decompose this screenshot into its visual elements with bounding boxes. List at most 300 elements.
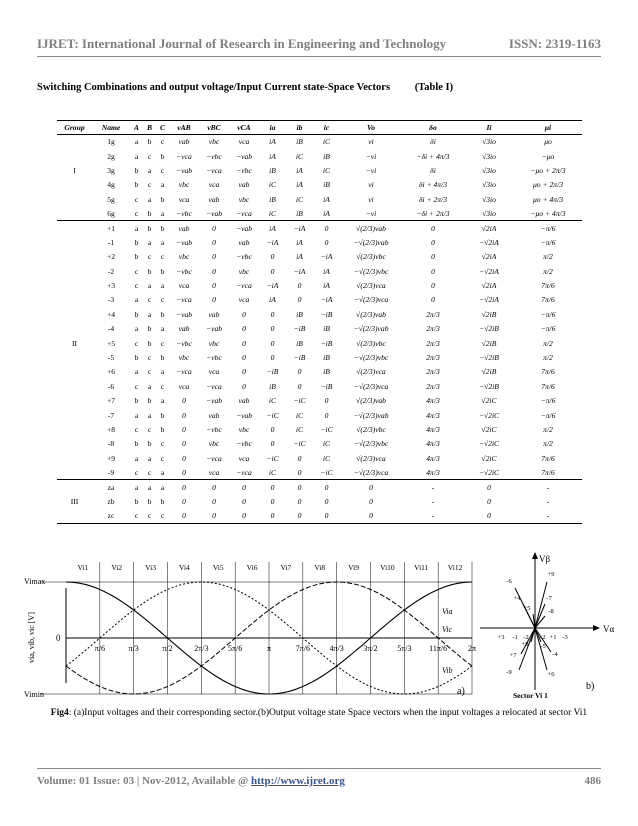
table-cell: 0 (464, 480, 514, 494)
table-cell: a (160, 180, 165, 190)
state-vector-label: +2 (538, 634, 546, 641)
table-cell: a (147, 194, 152, 204)
table-cell: δi + 2π/3 (418, 194, 448, 204)
table-cell: iC (268, 467, 277, 477)
state-vector-label: -9 (506, 669, 512, 676)
table-cell: a (160, 367, 165, 377)
table-cell: −vca (236, 208, 252, 218)
table-cell: −iA (320, 252, 333, 262)
table-cell: 0 (242, 367, 246, 377)
table-cell: b (134, 309, 139, 319)
table-cell: −vbc (176, 338, 192, 348)
table-cell: vab (178, 324, 190, 334)
table-cell: √(2/3)vca (356, 367, 386, 377)
table-cell: iB (296, 208, 303, 218)
table-cell: −iB (266, 367, 279, 377)
table-cell: 2π/3 (426, 309, 440, 319)
table-header-cell: vBC (199, 121, 229, 135)
table-cell: iC (295, 194, 304, 204)
table-cell: b (134, 439, 139, 449)
table-cell: −iC (266, 410, 279, 420)
table-cell (57, 178, 92, 192)
table-cell: 7π/6 (541, 367, 555, 377)
table-cell: 3g (107, 165, 115, 175)
table-cell: -7 (107, 410, 115, 420)
table-cell: iC (322, 165, 331, 175)
x-tick-label: π/2 (162, 644, 173, 653)
table-header-cell: vAB (169, 121, 199, 135)
table-cell: √2iC (481, 396, 497, 406)
table-row (57, 149, 582, 163)
table-cell: −√(2/3)vab (353, 410, 389, 420)
table-row (57, 221, 582, 235)
table-header-cell: Vo (340, 121, 402, 135)
vic-label: Vic (442, 625, 453, 634)
table-cell (57, 408, 92, 422)
table-cell: iB (296, 309, 303, 319)
journal-header: IJRET: International Journal of Research in Engineering and Technology (37, 36, 447, 51)
table-cell: c (134, 194, 139, 204)
table-cell: +7 (106, 396, 116, 406)
table-cell: -8 (107, 439, 115, 449)
x-tick-label: 7π/6 (295, 644, 310, 653)
table-cell: I (73, 165, 76, 175)
figure-caption (30, 707, 608, 719)
table-cell (57, 322, 92, 336)
sector-labels (78, 563, 463, 572)
table-row (57, 206, 582, 220)
table-cell: vab (238, 237, 250, 247)
table-cell (57, 365, 92, 379)
table-cell: b (160, 151, 165, 161)
table-cell: −vab (205, 208, 223, 218)
x-tick-label: 2π/3 (194, 644, 209, 653)
table-cell: 4g (107, 180, 115, 190)
figure-4 (20, 548, 620, 700)
table-cell: −√(2/3)vab (353, 237, 389, 247)
table-cell: c (156, 509, 169, 523)
table-cell: za (92, 480, 130, 494)
table-cell: 0 (286, 480, 313, 494)
table-cell: vbc (178, 353, 190, 363)
table-cell: -2 (107, 266, 115, 276)
plot-a-y-label: via, vib, vic [V] (27, 612, 36, 663)
table-cell: √3io (482, 180, 496, 190)
state-vector-label: -8 (548, 608, 554, 615)
table-cell: 0 (297, 496, 302, 506)
table-cell: iB (296, 338, 303, 348)
table-cell: 7π/6 (541, 453, 555, 463)
table-cell (57, 293, 92, 307)
table-cell: 0 (212, 266, 216, 276)
issn-header: ISSN: 2319-1163 (508, 36, 601, 51)
table-cell: vab (238, 396, 250, 406)
table-cell: 2π/3 (426, 338, 440, 348)
table-header-cell: B (143, 121, 156, 135)
table-cell: 2π/3 (426, 324, 440, 334)
table-cell: b (147, 338, 152, 348)
section-title-text: Switching Combinations and output voltage/Input Current state-Space Vectors (37, 82, 391, 93)
table-cell: −vab (205, 396, 223, 406)
table-cell: π/2 (543, 353, 553, 363)
table-cell: b (134, 252, 139, 262)
table-cell: −vab (235, 151, 253, 161)
state-vector-label: +5 (523, 605, 531, 612)
table-cell: 0 (212, 237, 216, 247)
table-cell: b (156, 221, 169, 235)
table-cell: c (160, 252, 165, 262)
table-cell: iA (269, 295, 276, 305)
table-cell: −iC (293, 439, 306, 449)
table-cell (57, 250, 92, 264)
table-cell: - (431, 496, 435, 506)
vmax-label: Vimax (24, 577, 46, 586)
table-row (57, 278, 582, 292)
table-cell: b (134, 165, 139, 175)
table-cell: −iB (320, 381, 333, 391)
table-cell: vab (208, 194, 220, 204)
table-row (57, 408, 582, 422)
table-cell: −√2iA (479, 295, 499, 305)
table-cell: −vca (176, 151, 192, 161)
table-cell: √(2/3)vbc (356, 252, 386, 262)
table-cell: b (134, 353, 139, 363)
table-cell: −√(2/3)vbc (353, 439, 389, 449)
table-header-cell: ia (259, 121, 286, 135)
table-cell: 0 (324, 396, 329, 406)
table-cell: π/2 (543, 425, 553, 434)
table-cell: iC (295, 425, 304, 434)
table-cell: - (514, 509, 582, 523)
table-cell: −π/6 (540, 309, 556, 319)
table-cell: a (134, 453, 139, 463)
table-cell: iC (295, 151, 304, 161)
table-row (57, 422, 582, 436)
table-row (57, 178, 582, 192)
table-cell: a (130, 480, 143, 494)
table-cell: 0 (199, 509, 229, 523)
table-cell: μo (544, 137, 552, 147)
table-cell: −π/6 (540, 396, 556, 406)
x-tick-labels (95, 644, 476, 653)
table-cell: 0 (270, 309, 275, 319)
table-cell: √2iA (481, 281, 497, 291)
state-vector-label: +6 (547, 671, 555, 678)
table-cell: √(2/3)vbc (356, 338, 386, 348)
table-cell: 0 (259, 509, 286, 523)
table-cell: a (130, 221, 143, 235)
table-cell: iA (296, 237, 303, 247)
table-header-cell: ib (286, 121, 313, 135)
table-cell: a (147, 165, 152, 175)
table-cell: vbc (238, 194, 250, 204)
state-vector-label: +4 (513, 595, 521, 602)
table-cell: -5 (107, 353, 115, 363)
state-vector-label: -4 (552, 651, 558, 658)
table-cell: 0 (297, 281, 302, 291)
table-cell: −vi (365, 151, 377, 161)
table-cell: −vab (235, 410, 253, 420)
table-cell: 0 (297, 467, 302, 477)
table-cell: 0 (286, 509, 313, 523)
sector-label: Vi7 (280, 563, 292, 572)
table-cell: iA (269, 151, 276, 161)
table-cell: 0 (182, 453, 186, 463)
table-cell: 4π/3 (426, 467, 440, 477)
table-cell: a (160, 396, 165, 406)
table-cell: +1 (92, 221, 130, 235)
state-vector-label: -1 (512, 634, 518, 641)
table-cell: a (160, 467, 165, 477)
table-cell: −√2iB (479, 324, 499, 334)
state-vector-label: -5 (540, 643, 546, 650)
table-cell: 4π/3 (426, 453, 440, 463)
table-cell: +8 (106, 425, 116, 434)
table-cell: 0 (464, 509, 514, 523)
state-vector-label: +9 (547, 571, 555, 578)
table-cell: −vab (175, 309, 193, 319)
table-cell: −√2iB (479, 381, 499, 391)
table-cell: -1 (107, 237, 115, 247)
table-cell: iB (323, 367, 330, 377)
table-cell: √(2/3)vca (356, 453, 386, 463)
table-cell: π/2 (543, 252, 553, 262)
table-cell: vca (208, 367, 220, 377)
table-cell: −√2iA (479, 237, 499, 247)
table-cell: b (160, 266, 165, 276)
table-cell: 4π/3 (426, 396, 440, 406)
table-cell: −iC (293, 396, 306, 406)
x-tick-label: π (266, 644, 272, 653)
table-cell: zc (92, 509, 130, 523)
table-cell: 0 (431, 295, 435, 305)
table-cell (57, 350, 92, 364)
table-cell: a (147, 281, 152, 291)
table-row (57, 192, 582, 206)
table-cell: 0 (212, 281, 216, 291)
input-voltage-plot (24, 562, 476, 699)
table-cell: 0 (242, 309, 246, 319)
table-cell: b (147, 266, 152, 276)
table-cell: −iA (286, 221, 313, 235)
table-cell: −iA (320, 295, 333, 305)
table-cell: 0 (313, 221, 340, 235)
table-row (57, 307, 582, 321)
table-cell: 0 (270, 252, 275, 262)
table-cell (57, 206, 92, 220)
table-cell: vi (368, 137, 374, 147)
table-cell (57, 192, 92, 206)
sector-label: Vi9 (348, 563, 359, 572)
table-row (57, 322, 582, 336)
table-cell: a (147, 237, 152, 247)
table-cell (57, 437, 92, 451)
table-cell: b (134, 396, 139, 406)
table-cell: - (402, 480, 464, 494)
table-cell: −vca (176, 295, 192, 305)
footer-volume (37, 775, 345, 787)
table-cell (57, 135, 92, 149)
section-title (37, 82, 453, 93)
table-row (57, 494, 582, 508)
table-cell: −√(2/3)vbc (353, 266, 389, 276)
table-cell: b (147, 496, 152, 506)
table-cell: −δi + 2π/3 (416, 208, 450, 218)
table-cell: II (71, 338, 78, 348)
table-cell: −iA (266, 237, 279, 247)
table-cell: vca (238, 137, 250, 147)
table-cell: −μo + 4π/3 (530, 208, 566, 218)
table-cell: c (160, 137, 165, 147)
table-cell: c (147, 180, 152, 190)
caption-label: Fig4 (50, 708, 69, 718)
table-cell (57, 422, 92, 436)
x-tick-label: 4π/3 (329, 644, 344, 653)
table-cell: 0 (229, 509, 259, 523)
table-cell: −μo + 2π/3 (530, 165, 566, 175)
alpha-label: Vα (603, 624, 615, 634)
table-cell: +5 (106, 338, 116, 348)
table-cell (57, 394, 92, 408)
via-label: Via (442, 607, 453, 616)
table-row (57, 379, 582, 393)
table-cell: −iB (293, 353, 306, 363)
table-cell: 0 (270, 425, 275, 434)
table-cell: a (134, 151, 139, 161)
x-tick-label: 11π/6 (429, 644, 448, 653)
table-cell: √3io (482, 208, 496, 218)
table-cell: 0 (242, 324, 246, 334)
table-cell: vab (178, 137, 190, 147)
table-cell: c (160, 338, 165, 348)
table-header-cell: Ii (464, 121, 514, 135)
table-cell: +6 (106, 367, 116, 377)
table-cell: 0 (242, 381, 246, 391)
state-vector-label: -3 (562, 634, 568, 641)
table-cell: b (147, 208, 152, 218)
table-cell: −vbc (176, 266, 192, 276)
table-cell: √2iB (481, 367, 497, 377)
table-cell: −δi + 4π/3 (416, 151, 450, 161)
table-cell: −iB (320, 309, 333, 319)
header-rule (37, 56, 601, 57)
table-cell: iC (295, 410, 304, 420)
table-cell: c (147, 252, 152, 262)
table-cell: −vbc (206, 353, 222, 363)
table-cell: c (134, 425, 139, 434)
table-cell: 2g (107, 151, 115, 161)
table-cell: −vab (229, 221, 259, 235)
table-cell: 0 (270, 338, 275, 348)
table-cell: −vab (205, 324, 223, 334)
table-cell: iB (323, 353, 330, 363)
table-cell: −iC (320, 467, 333, 477)
table-row (57, 350, 582, 364)
table-cell: δi + 4π/3 (418, 180, 448, 190)
table-cell: −vca (206, 453, 222, 463)
table-cell: −iC (266, 453, 279, 463)
table-header-cell: A (130, 121, 143, 135)
table-cell: zb (107, 496, 115, 506)
table-cell: 0 (270, 266, 275, 276)
panel-b-label: b) (586, 681, 595, 692)
table-cell: vab (208, 410, 220, 420)
table-cell: −√2iC (478, 439, 500, 449)
table-cell: −√2iB (479, 353, 499, 363)
table-cell: 0 (270, 353, 275, 363)
table-cell: 0 (212, 295, 216, 305)
sector-label: Vi6 (246, 563, 258, 572)
table-cell: 4π/3 (426, 410, 440, 420)
table-cell: iC (322, 137, 331, 147)
table-cell: iC (322, 439, 331, 449)
table-cell: iB (323, 180, 330, 190)
table-cell: 2π/3 (426, 353, 440, 363)
sector-label: Vi1 (77, 563, 89, 572)
table-cell: a (156, 480, 169, 494)
table-cell: c (134, 467, 139, 477)
table-cell: 0 (324, 237, 329, 247)
table-cell: a (160, 237, 165, 247)
table-cell: 0 (212, 496, 216, 506)
table-cell: −√(2/3)vca (353, 295, 389, 305)
table-cell: c (134, 208, 139, 218)
table-cell: c (160, 439, 165, 449)
table-cell: iA (323, 194, 330, 204)
table-row (57, 465, 582, 479)
table-cell: √(2/3)vab (356, 309, 386, 319)
table-cell: −iA (266, 281, 279, 291)
table-cell: 5g (107, 194, 115, 204)
table-header-cell: μi (514, 121, 582, 135)
sector-label: Vi12 (447, 563, 463, 572)
footer-link[interactable]: http://www.ijret.org (251, 775, 345, 787)
table-cell: 4π/3 (426, 439, 440, 449)
switching-table (57, 120, 582, 540)
table-cell: iB (323, 324, 330, 334)
table-cell: b (147, 396, 152, 406)
table-cell: a (160, 324, 165, 334)
table-cell: 0 (182, 439, 186, 449)
table-cell (57, 221, 92, 235)
table-cell: a (147, 410, 152, 420)
table-cell: √2iC (481, 453, 497, 463)
table-cell: - (514, 480, 582, 494)
table-header-cell: C (156, 121, 169, 135)
table-cell: a (134, 410, 139, 420)
footer-volume-text: Volume: 01 Issue: 03 | Nov-2012, Available @ (37, 775, 252, 787)
footer-page-number: 486 (584, 775, 601, 787)
sector-label: Vi3 (145, 563, 156, 572)
table-cell: a (160, 208, 165, 218)
table-cell: c (147, 367, 152, 377)
table-cell: 0 (431, 281, 435, 291)
table-cell: −√2iA (479, 266, 499, 276)
table-cell: 0 (182, 410, 186, 420)
table-cell: iA (259, 221, 286, 235)
table-cell: 0 (242, 496, 246, 506)
table-cell: √(2/3)vca (356, 281, 386, 291)
table-cell: vbc (238, 266, 250, 276)
table-cell: 0 (270, 439, 275, 449)
table-cell: 0 (297, 381, 302, 391)
table-cell: -9 (107, 467, 115, 477)
table-row (57, 509, 582, 523)
sector-label: Vi2 (111, 563, 123, 572)
table-cell: vbc (178, 252, 190, 262)
table-cell: a (134, 137, 139, 147)
table-row (57, 293, 582, 307)
